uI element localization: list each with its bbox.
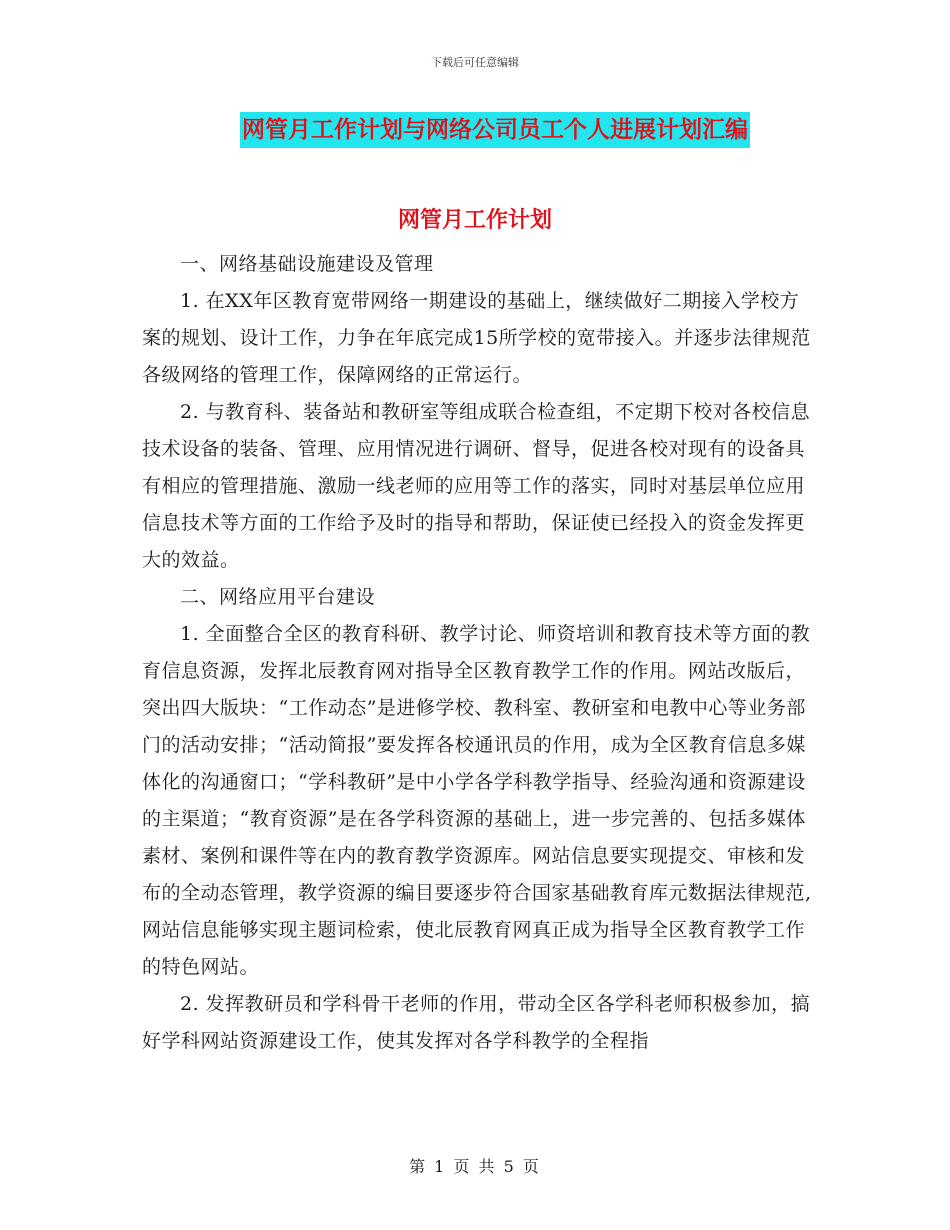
paragraph: 1. 全面整合全区的教育科研、教学讨论、师资培训和教育技术等方面的教育信息资源，发挥北辰教育网对指导全区教育教学工作的作用。网站改版后，突出四大版块：“工作动态”是进修学校、教科室、教研室和电教中心等业务部门的活动安排；“活动简报”要发挥各校通讯员的作用，成为全区教育信息多媒体化的沟通窗口；“学科教研”是中小学各学科教学指导、经验沟通和资源建设的主渠道；“教育资源”是在各学科资源的基础上，进一步完善的、包括多媒体素材、案例和课件等在内的教育教学资源库。网站信息要实现提交、审核和发布的全动态管理，教学资源的编目要逐步符合国家基础教育库元数据法律规范,网站信息能够实现主题词检索，使北辰教育网真正成为指导全区教育教学工作的特色网站。 [142,623,812,978]
document-title-wrap [0,112,950,148]
document-title: 网管月工作计划与网络公司员工个人进展计划汇编 [240,112,750,148]
page-number: 第 1 页 共 5 页 [409,1157,541,1176]
heading-platform: 二、网络应用平台建设 [180,586,376,608]
paragraph: 2. 与教育科、装备站和教研室等组成联合检查组，不定期下校对各校信息技术设备的装备、管理、应用情况进行调研、督导，促进各校对现有的设备具有相应的管理措施、激励一线老师的应用等工作的落实，同时对基层单位应用信息技术等方面的工作给予及时的指导和帮助，保证使已经投入的资金发挥更大的效益。 [142,401,811,571]
paragraph: 2. 发挥教研员和学科骨干老师的作用，带动全区各学科老师积极参加，搞好学科网站资源建设工作，使其发挥对各学科教学的全程指 [142,993,811,1052]
section-title: 网管月工作计划 [397,207,552,233]
document-body [142,246,812,1060]
heading-infrastructure: 一、网络基础设施建设及管理 [180,253,434,275]
paragraph: 1. 在XX年区教育宽带网络一期建设的基础上，继续做好二期接入学校方案的规划、设计工作，力争在年底完成15所学校的宽带接入。并逐步法律规范各级网络的管理工作，保障网络的正常运行。 [142,290,811,386]
header-note: 下载后可任意编辑 [431,56,519,69]
